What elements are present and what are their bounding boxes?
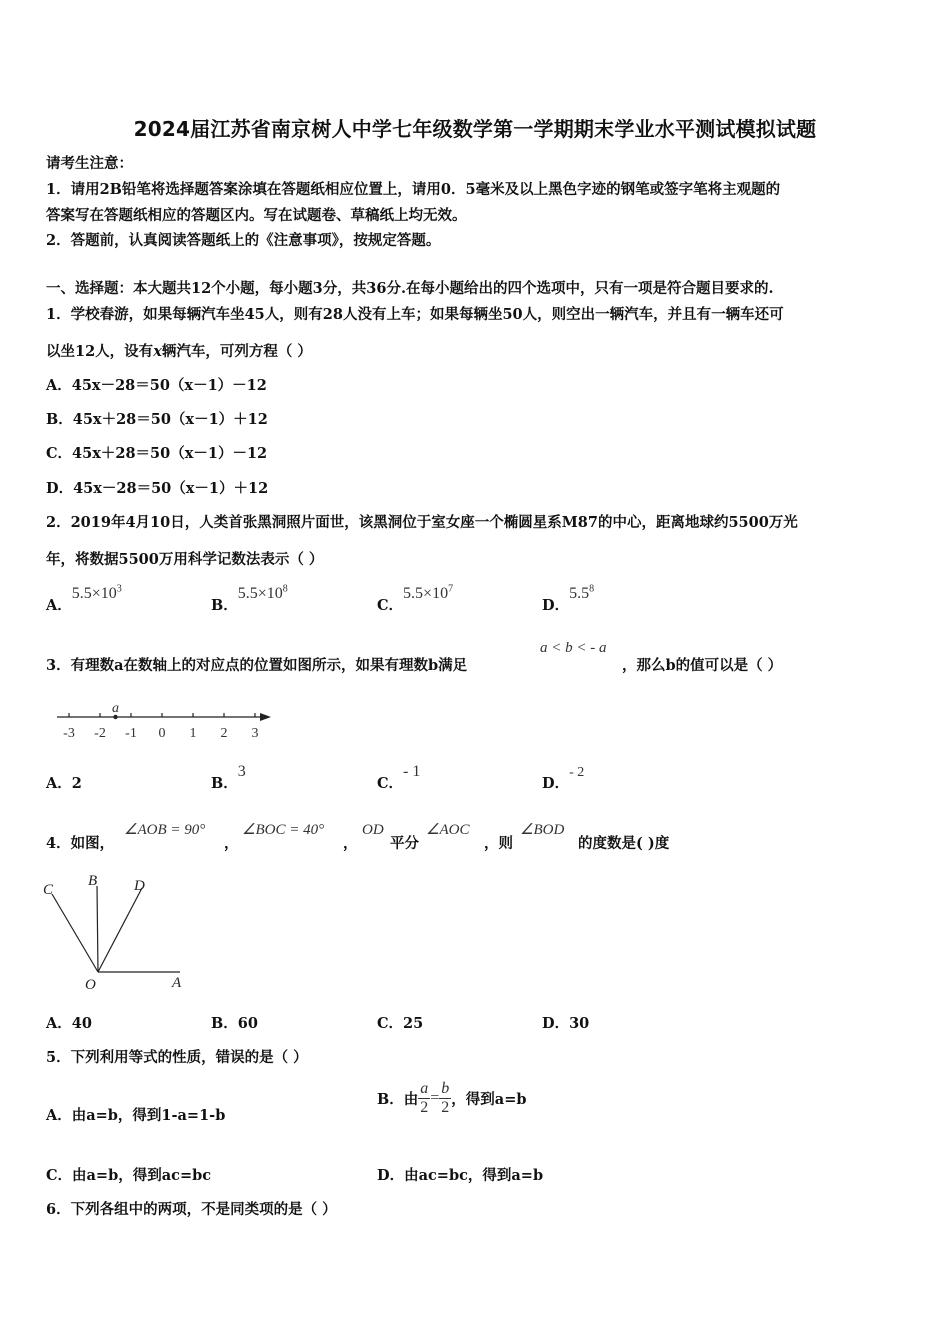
q1-stem-line2 [46, 340, 312, 361]
number-line-arrow [260, 713, 271, 721]
notice-line-1a: 1．请用2B铅笔将选择题答案涂填在答题纸相应位置上，请用0．5毫米及以上黑色字迹的钢笔或签字笔将主观题的 [46, 181, 781, 198]
q5-option-d: D．由ac=bc，得到a=b [377, 1167, 544, 1184]
q5-option-b [377, 1080, 526, 1117]
q3-label-d: D． [542, 775, 570, 792]
q3-value-a: 2 [71, 775, 82, 792]
notice-line-2: 2．答题前，认真阅读答题纸上的《注意事项》，按规定答题。 [46, 232, 441, 249]
number-line-tick-label: 0 [158, 726, 166, 741]
label-d: D [134, 878, 145, 894]
label-b: B [88, 873, 98, 889]
ray-ob [97, 886, 98, 972]
q5-b-eq: = [430, 1089, 440, 1107]
q3-stem-pre: 3．有理数a在数轴上的对应点的位置如图所示，如果有理数b满足 [46, 657, 468, 674]
page-title: 2024届江苏省南京树人中学七年级数学第一学期期末学业水平测试模拟试题 [133, 117, 817, 141]
label-o: O [85, 977, 96, 993]
q2-option-c [377, 582, 454, 614]
q2-label-a: A． [46, 597, 72, 614]
q2-base-b: 5.5×10 [237, 585, 283, 602]
q2-base-d: 5.5 [569, 585, 590, 602]
notice-line-1b: 答案写在答题纸相应的答题区内。写在试题卷、草稿纸上均无效。 [46, 207, 467, 224]
q2-option-d [542, 582, 595, 614]
q3-value-d: - 2 [569, 765, 585, 780]
q4-text-bisect: 平分 [390, 835, 419, 852]
q3-label-c: C． [377, 775, 404, 792]
q4-option-b: B．60 [211, 1015, 258, 1032]
q3-value-b: 3 [237, 763, 246, 780]
q4-math-bod: ∠BOD [520, 822, 565, 838]
angle-figure [38, 868, 198, 996]
q5-option-c: C．由a=b，得到ac=bc [46, 1167, 212, 1184]
q4-stem-pre: 4．如图， [46, 835, 115, 852]
ray-od [98, 888, 142, 972]
number-line-tick-label: -2 [94, 726, 106, 741]
q3-stem-post: ，那么b的值可以是（ ） [622, 657, 783, 674]
q2-exp-d: 8 [589, 583, 595, 595]
q4-sep-2: ， [343, 835, 358, 852]
q4-stem-post: 的度数是( )度 [578, 835, 670, 852]
q5-frac-a-num: a [420, 1080, 429, 1097]
q3-label-b: B． [211, 775, 238, 792]
q5-frac-b-den: 2 [441, 1099, 450, 1116]
q3-option-b [211, 760, 246, 792]
number-line-tick-label: 1 [189, 726, 197, 741]
label-c: C [43, 882, 54, 898]
q5-frac-a-den: 2 [420, 1099, 429, 1116]
q4-option-c: C．25 [377, 1015, 424, 1032]
number-line-tick-label: 2 [220, 726, 228, 741]
q1-option-b: B．45x＋28＝50（x－1）＋12 [46, 411, 268, 428]
q1-stem-post: 辆汽车，可列方程（ ） [161, 343, 312, 360]
q5-frac-b-num: b [441, 1080, 450, 1097]
q5-frac-b [439, 1080, 451, 1117]
q2-exp-b: 8 [282, 583, 288, 595]
q1-option-c: C．45x＋28＝50（x－1）－12 [46, 445, 268, 462]
q5-b-post: ，得到a=b [451, 1091, 527, 1108]
q2-option-b [211, 582, 288, 614]
q3-option-a [46, 772, 82, 793]
q3-condition: a < b < - a [540, 640, 607, 656]
section-heading: 一、选择题：本大题共12个小题，每小题3分，共36分.在每小题给出的四个选项中，只有一项是符合题目要求的. [46, 280, 774, 297]
q2-option-a [46, 582, 122, 614]
q1-stem-line1: 1．学校春游，如果每辆汽车坐45人，则有28人没有上车；如果每辆坐50人，则空出一辆汽车，并且有一辆车还可 [46, 306, 784, 323]
q5-stem: 5．下列利用等式的性质，错误的是（ ） [46, 1049, 308, 1066]
q2-stem-line2: 年，将数据5500万用科学记数法表示（ ） [46, 551, 324, 568]
number-line-tick-label: -3 [63, 726, 75, 741]
q6-stem: 6．下列各组中的两项，不是同类项的是（ ） [46, 1201, 337, 1218]
q1-var: x [153, 343, 162, 360]
q4-option-a: A．40 [46, 1015, 92, 1032]
number-line-point-label: a [112, 701, 119, 716]
q2-exp-c: 7 [448, 583, 454, 595]
q2-stem-line1: 2．2019年4月10日，人类首张黑洞照片面世，该黑洞位于室女座一个椭圆星系M87的中心，距离地球约5500万光 [46, 514, 798, 531]
q2-exp-a: 3 [116, 583, 122, 595]
q1-option-d: D．45x－28＝50（x－1）＋12 [46, 480, 269, 497]
q5-b-pre: B．由 [377, 1091, 419, 1108]
q3-label-a: A． [46, 775, 72, 792]
q1-stem-pre: 以坐12人，设有 [46, 343, 154, 360]
q4-text-then: ，则 [484, 835, 513, 852]
number-line-tick-label: 3 [251, 726, 259, 741]
q2-label-d: D． [542, 597, 570, 614]
q4-math-boc: ∠BOC = 40° [242, 822, 325, 838]
notice-heading: 请考生注意： [46, 155, 133, 172]
q2-label-b: B． [211, 597, 238, 614]
number-line-figure [52, 696, 282, 744]
ray-oc [52, 894, 98, 972]
q2-base-a: 5.5×10 [71, 585, 117, 602]
q1-option-a: A．45x－28＝50（x－1）－12 [46, 377, 267, 394]
q4-math-aob: ∠AOB = 90° [124, 822, 206, 838]
q3-option-c [377, 760, 421, 792]
q4-math-od: OD [362, 822, 384, 838]
q4-option-d: D．30 [542, 1015, 590, 1032]
q5-frac-a [418, 1080, 430, 1117]
number-line-tick-label: -1 [125, 726, 137, 741]
q4-math-aoc: ∠AOC [426, 822, 470, 838]
label-a: A [172, 975, 182, 991]
q2-label-c: C． [377, 597, 404, 614]
q3-option-d [542, 760, 585, 792]
q2-base-c: 5.5×10 [403, 585, 449, 602]
q5-option-a: A．由a=b，得到1-a=1-b [46, 1107, 226, 1124]
q4-sep-1: ， [224, 835, 239, 852]
q3-value-c: - 1 [403, 763, 421, 780]
